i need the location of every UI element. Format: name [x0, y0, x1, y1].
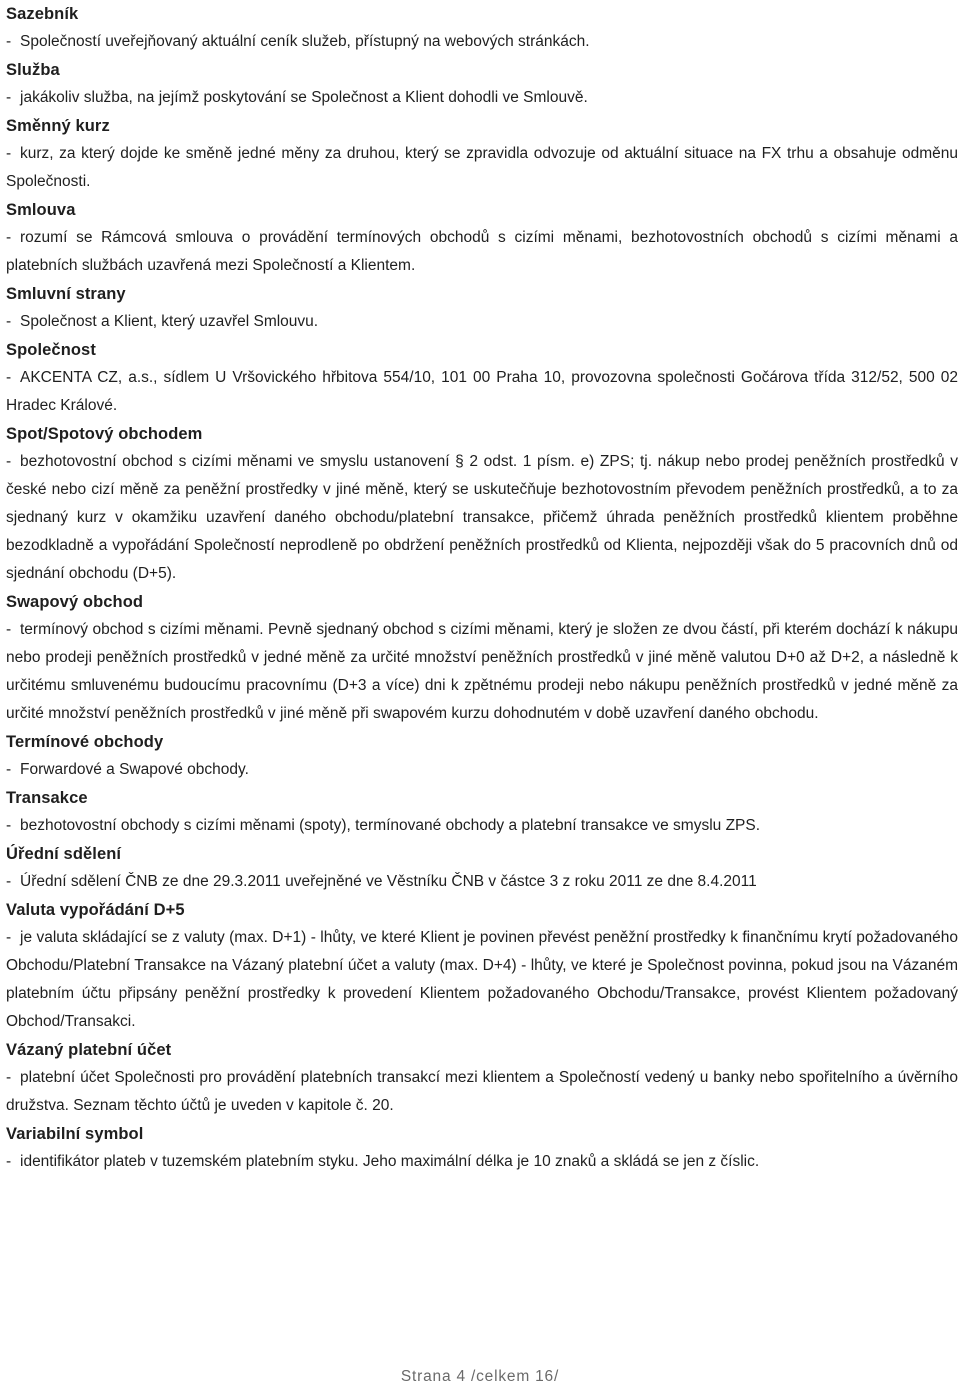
entry-definition: - termínový obchod s cizími měnami. Pevně sjednaný obchod s cizími měnami, který je složen ze dvou částí, při kterém dochází k nákupu nebo prodeji peněžních prostředků v jedné měně za určité množství peněžních prostředků v jiné měně valutou D+0 až D+2, a následně k určitému smluvenému budoucímu pracovnímu (D+3 a více) dni k zpětnému prodeji nebo nákupu peněžních prostředků v jedné měně za určité množství peněžních prostředků v jiné měně při swapovém kurzu dohodnutém v době uzavření daného obchodu. [6, 621, 958, 722]
glossary-entry [6, 112, 958, 196]
glossary-entry [6, 336, 958, 420]
glossary-entry [6, 56, 958, 112]
entry-term: Swapový obchod [6, 593, 144, 611]
glossary-entry [6, 588, 958, 728]
entry-term: Směnný kurz [6, 117, 110, 135]
entry-definition: - bezhotovostní obchody s cizími měnami (spoty), termínované obchody a platební transakce ve smyslu ZPS. [6, 817, 761, 834]
glossary-entry [6, 1036, 958, 1120]
entry-definition: - Společností uveřejňovaný aktuální ceník služeb, přístupný na webových stránkách. [6, 33, 590, 50]
entry-term: Smluvní strany [6, 285, 126, 303]
glossary-entry [6, 420, 958, 588]
entry-term: Transakce [6, 789, 88, 807]
entry-definition: - jakákoliv služba, na jejímž poskytování se Společnost a Klient dohodli ve Smlouvě. [6, 89, 588, 106]
entry-definition: - Společnost a Klient, který uzavřel Smlouvu. [6, 313, 319, 330]
entry-term: Služba [6, 61, 60, 79]
glossary-entry [6, 896, 958, 1036]
glossary-document [6, 0, 958, 1176]
entry-definition: - bezhotovostní obchod s cizími měnami ve smyslu ustanovení § 2 odst. 1 písm. e) ZPS; tj. nákup nebo prodej peněžních prostředků v české nebo cizí měně za peněžní prostředky v jiné měně, který se uskutečňuje bezhotovostním převodem peněžních prostředků, a to za sjednaný kurz v okamžiku uzavření daného obchodu/platební transakce, přičemž úhrada peněžních prostředků klientem proběhne bezodkladně a vypořádání Společností neprodleně po obdržení peněžních prostředků od Klienta, nejpozději však do 5 pracovních dnů od sjednání obchodu (D+5). [6, 453, 958, 582]
entry-term: Spot/Spotový obchodem [6, 425, 203, 443]
page-footer: Strana 4 /celkem 16/ [400, 1368, 560, 1385]
entry-definition: - je valuta skládající se z valuty (max. D+1) - lhůty, ve které Klient je povinen převést peněžní prostředky k finančnímu krytí požadovaného Obchodu/Platební Transakce na Vázaný platební účet a valuty (max. D+4) - lhůty, ve které je Společnost povinna, pokud jsou na Vázaném platebním účtu připsány peněžní prostředky k provedení Klientem požadovaného Obchodu/Transakce, provést Klientem požadovaný Obchod/Transakci. [6, 929, 958, 1030]
entry-definition: - Forwardové a Swapové obchody. [6, 761, 249, 778]
glossary-entry [6, 784, 958, 840]
entry-definition: - Úřední sdělení ČNB ze dne 29.3.2011 uveřejněné ve Věstníku ČNB v částce 3 z roku 2011 ze dne 8.4.2011 [6, 873, 757, 890]
entry-definition: - kurz, za který dojde ke směně jedné měny za druhou, který se zpravidla odvozuje od aktuální situace na FX trhu a obsahuje odměnu Společnosti. [6, 145, 958, 190]
entry-term: Variabilní symbol [6, 1125, 144, 1143]
entry-term: Valuta vypořádání D+5 [6, 901, 185, 919]
glossary-entry [6, 728, 958, 784]
glossary-entry [6, 280, 958, 336]
entry-term: Smlouva [6, 201, 76, 219]
entry-term: Termínové obchody [6, 733, 164, 751]
entry-term: Vázaný platební účet [6, 1041, 172, 1059]
entry-term: Úřední sdělení [6, 845, 122, 863]
entry-definition: - identifikátor plateb v tuzemském platebním styku. Jeho maximální délka je 10 znaků a skládá se jen z číslic. [6, 1153, 760, 1170]
entry-term: Sazebník [6, 5, 79, 23]
entry-definition: - platební účet Společnosti pro provádění platebních transakcí mezi klientem a Společností vedený u banky nebo spořitelního a úvěrního družstva. Seznam těchto účtů je uveden v kapitole č. 20. [6, 1069, 958, 1114]
entry-definition: - AKCENTA CZ, a.s., sídlem U Vršovického hřbitova 554/10, 101 00 Praha 10, provozovna společnosti Gočárova třída 312/52, 500 02 Hradec Králové. [6, 369, 958, 414]
entry-term: Společnost [6, 341, 96, 359]
glossary-entry [6, 196, 958, 280]
glossary-entry [6, 0, 958, 56]
glossary-entry [6, 1120, 958, 1176]
glossary-entry [6, 840, 958, 896]
entry-definition: - rozumí se Rámcová smlouva o provádění termínových obchodů s cizími měnami, bezhotovostních obchodů s cizími měnami a platebních službách uzavřená mezi Společností a Klientem. [6, 229, 958, 274]
